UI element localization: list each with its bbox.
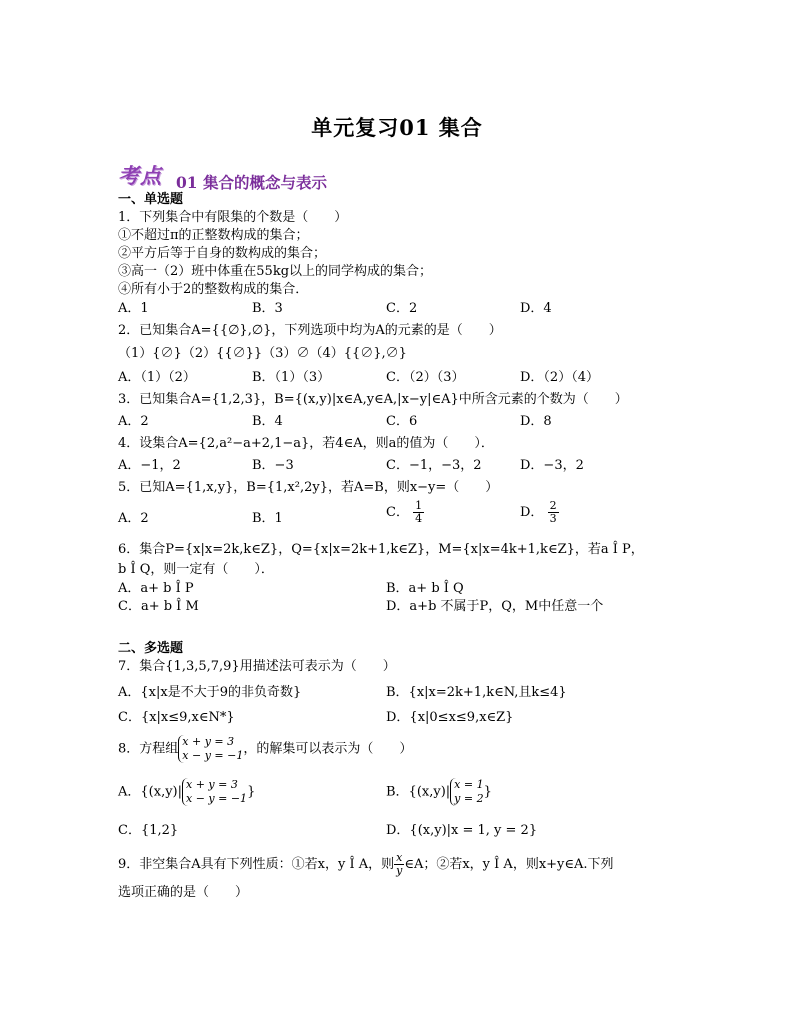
q9-stem-suffix: ∈A；②若x，y Î A，则x+y∈A.下列 bbox=[404, 857, 614, 872]
q3-stem: 3．已知集合A={1,2,3}，B={(x,y)|x∈A,y∈A,|x−y|∈A}中所含元素的个数为（ ） bbox=[118, 392, 628, 407]
q8-option-a-prefix: A．{(x,y)| bbox=[118, 784, 182, 800]
q2-stem: 2．已知集合A={{∅},∅}，下列选项中均为A的元素的是（ ） bbox=[118, 323, 502, 338]
fraction-denominator: y bbox=[396, 864, 403, 877]
q8-stem-suffix: ，的解集可以表示为（ ） bbox=[243, 741, 413, 757]
q9-stem-line-2: 选项正确的是（ ） bbox=[118, 885, 249, 900]
closing-brace: } bbox=[483, 784, 492, 800]
q2-option-d: D．（2）（4） bbox=[520, 370, 599, 385]
q5-option-b: B．1 bbox=[252, 511, 283, 526]
q1-option-b: B．3 bbox=[252, 301, 283, 316]
q7-option-a: A．{x|x是不大于9的非负奇数} bbox=[118, 685, 302, 700]
part2-heading: 二、多选题 bbox=[118, 641, 184, 656]
q4-option-b: B．−3 bbox=[252, 458, 294, 473]
q8-option-d: D．{(x,y)|x = 1, y = 2} bbox=[386, 823, 538, 838]
q1-option-d: D．4 bbox=[520, 301, 552, 316]
part1-heading: 一、单选题 bbox=[118, 192, 184, 207]
q1-option-a: A．1 bbox=[118, 301, 149, 316]
q6-option-a: A．a+ b Î P bbox=[118, 581, 194, 596]
q6-option-d: D．a+b 不属于P，Q，M中任意一个 bbox=[386, 599, 604, 614]
q4-stem: 4．设集合A={2,a²−a+2,1−a}，若4∈A，则a的值为（ ）． bbox=[118, 436, 494, 451]
q6-option-b: B．a+ b Î Q bbox=[386, 581, 464, 596]
q1-option-c: C．2 bbox=[386, 301, 418, 316]
q1-item-4: ④所有小于2的整数构成的集合． bbox=[118, 282, 309, 297]
q2-option-b: B．（1）（3） bbox=[252, 370, 331, 385]
q5-option-c bbox=[386, 500, 424, 525]
q1-stem: 1．下列集合中有限集的个数是（ ） bbox=[118, 210, 348, 225]
q5-option-c-label: C． bbox=[386, 505, 409, 520]
q5-option-d-label: D． bbox=[520, 505, 544, 520]
q8-option-b bbox=[386, 778, 492, 806]
q7-stem: 7．集合{1,3,5,7,9}用描述法可表示为（ ） bbox=[118, 659, 396, 674]
q5-option-d bbox=[520, 500, 559, 525]
q1-item-2: ②平方后等于自身的数构成的集合； bbox=[118, 246, 327, 261]
q8-equation-system bbox=[178, 735, 243, 763]
q3-option-d: D．8 bbox=[520, 414, 552, 429]
q8-option-a-system bbox=[182, 778, 247, 806]
q1-item-1: ①不超过π的正整数构成的集合； bbox=[118, 228, 309, 243]
equation-line: x = 1 bbox=[454, 778, 484, 791]
equation-line: y = 2 bbox=[454, 792, 484, 805]
q9-stem-prefix: 9．非空集合A具有下列性质：①若x，y Î A，则 bbox=[118, 857, 395, 872]
q2-option-c: C．（2）（3） bbox=[386, 370, 465, 385]
q8-option-a bbox=[118, 778, 255, 806]
closing-brace: } bbox=[247, 784, 256, 800]
q3-option-c: C．6 bbox=[386, 414, 418, 429]
q6-stem-line-1: 6．集合P={x|x=2k,k∈Z}，Q={x|x=2k+1,k∈Z}，M={x|x=4k+1,k∈Z}，若a Î P， bbox=[118, 542, 644, 557]
q5-option-c-fraction bbox=[413, 500, 424, 525]
section-badge: 考点 bbox=[118, 163, 162, 188]
fraction-denominator: 3 bbox=[549, 512, 557, 525]
q7-option-c: C．{x|x≤9,x∈N*} bbox=[118, 710, 235, 725]
q3-option-a: A．2 bbox=[118, 414, 149, 429]
q4-option-c: C．−1，−3，2 bbox=[386, 458, 482, 473]
q8-option-c: C．{1,2} bbox=[118, 823, 179, 838]
q2-sub: （1）{∅}（2）{{∅}}（3）∅（4）{{∅},∅} bbox=[118, 346, 407, 361]
q6-stem-line-2: b Î Q，则一定有（ ）． bbox=[118, 562, 274, 577]
q1-item-3: ③高一（2）班中体重在55kg以上的同学构成的集合； bbox=[118, 264, 433, 279]
fraction-numerator: x bbox=[396, 851, 403, 864]
section-title: 01 集合的概念与表示 bbox=[176, 173, 327, 192]
q8-stem bbox=[118, 735, 412, 763]
q8-stem-prefix: 8．方程组 bbox=[118, 741, 179, 757]
q9-fraction bbox=[394, 852, 404, 877]
equation-line: x − y = −1 bbox=[182, 749, 244, 762]
q8-option-b-prefix: B．{(x,y)| bbox=[386, 784, 451, 800]
q5-stem: 5．已知A={1,x,y}，B={1,x²,2y}，若A=B，则x−y=（ ） bbox=[118, 480, 499, 495]
q7-option-d: D．{x|0≤x≤9,x∈Z} bbox=[386, 710, 514, 725]
equation-line: x − y = −1 bbox=[186, 792, 248, 805]
equation-line: x + y = 3 bbox=[182, 735, 235, 748]
fraction-numerator: 1 bbox=[415, 499, 423, 512]
fraction-denominator: 4 bbox=[415, 512, 423, 525]
q5-option-d-fraction bbox=[548, 500, 559, 525]
q2-option-a: A．（1）（2） bbox=[118, 370, 196, 385]
q6-option-c: C．a+ b Î M bbox=[118, 599, 199, 614]
q4-option-a: A．−1，2 bbox=[118, 458, 181, 473]
q9-stem-line-1 bbox=[118, 852, 614, 877]
q7-option-b: B．{x|x=2k+1,k∈N,且k≤4} bbox=[386, 685, 567, 700]
page-title: 单元复习01 集合 bbox=[311, 115, 483, 140]
q8-option-b-system bbox=[450, 778, 483, 806]
q4-option-d: D．−3，2 bbox=[520, 458, 584, 473]
q3-option-b: B．4 bbox=[252, 414, 283, 429]
fraction-numerator: 2 bbox=[549, 499, 557, 512]
equation-line: x + y = 3 bbox=[186, 778, 238, 791]
q5-option-a: A．2 bbox=[118, 511, 149, 526]
